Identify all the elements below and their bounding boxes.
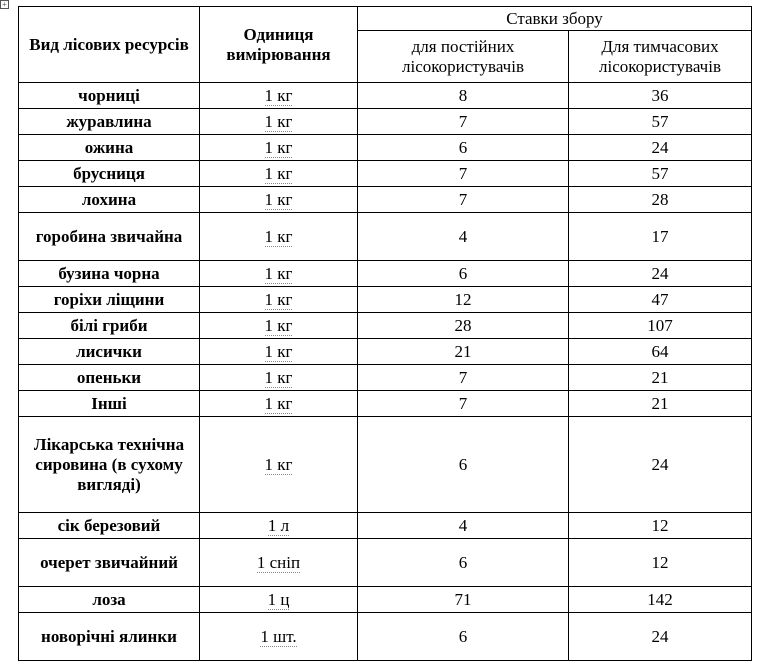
temporary-rate-cell: 64 — [569, 339, 752, 365]
temporary-rate-cell: 17 — [569, 213, 752, 261]
unit-cell — [200, 313, 358, 339]
unit-cell — [200, 187, 358, 213]
unit-label: 1 кг — [264, 289, 293, 309]
unit-label: 1 кг — [264, 315, 293, 335]
resource-name-cell: Інші — [19, 391, 200, 417]
table-row — [19, 187, 752, 213]
resource-name-cell: лоза — [19, 587, 200, 613]
temporary-rate-cell: 24 — [569, 261, 752, 287]
permanent-rate-cell: 71 — [358, 587, 569, 613]
header-resource: Вид лісових ресурсів — [19, 7, 200, 83]
permanent-rate-cell: 7 — [358, 109, 569, 135]
unit-cell — [200, 135, 358, 161]
unit-label: 1 кг — [264, 163, 293, 183]
resource-name-cell: очерет звичайний — [19, 539, 200, 587]
table-body — [19, 83, 752, 661]
resource-name-cell: журавлина — [19, 109, 200, 135]
header-rates: Ставки збору — [358, 7, 752, 31]
unit-label: 1 кг — [264, 454, 293, 474]
unit-label: 1 кг — [264, 189, 293, 209]
unit-cell — [200, 83, 358, 109]
unit-label: 1 сніп — [256, 552, 301, 572]
temporary-rate-cell: 12 — [569, 539, 752, 587]
temporary-rate-cell: 24 — [569, 135, 752, 161]
table-row — [19, 417, 752, 513]
permanent-rate-cell: 4 — [358, 213, 569, 261]
permanent-rate-cell: 28 — [358, 313, 569, 339]
permanent-rate-cell: 6 — [358, 613, 569, 661]
header-temporary: Для тимчасових лісокористувачів — [569, 31, 752, 83]
resource-name-cell: бузина чорна — [19, 261, 200, 287]
temporary-rate-cell: 107 — [569, 313, 752, 339]
resource-name-cell: горобина звичайна — [19, 213, 200, 261]
unit-label: 1 кг — [264, 341, 293, 361]
permanent-rate-cell: 7 — [358, 391, 569, 417]
resource-name-cell: брусниця — [19, 161, 200, 187]
resource-name-cell: Лікарська технічна сировина (в сухому вигляді) — [19, 417, 200, 513]
permanent-rate-cell: 8 — [358, 83, 569, 109]
permanent-rate-cell: 6 — [358, 135, 569, 161]
table-row — [19, 339, 752, 365]
resource-name-cell: білі гриби — [19, 313, 200, 339]
resource-name-cell: опеньки — [19, 365, 200, 391]
resource-name-cell: горіхи ліщини — [19, 287, 200, 313]
temporary-rate-cell: 142 — [569, 587, 752, 613]
unit-label: 1 ц — [267, 589, 290, 609]
temporary-rate-cell: 47 — [569, 287, 752, 313]
temporary-rate-cell: 36 — [569, 83, 752, 109]
unit-cell — [200, 513, 358, 539]
unit-cell — [200, 613, 358, 661]
unit-cell — [200, 161, 358, 187]
temporary-rate-cell: 28 — [569, 187, 752, 213]
resource-name-cell: чорниці — [19, 83, 200, 109]
table-row — [19, 613, 752, 661]
table-row — [19, 365, 752, 391]
table-row — [19, 109, 752, 135]
permanent-rate-cell: 7 — [358, 187, 569, 213]
permanent-rate-cell: 4 — [358, 513, 569, 539]
temporary-rate-cell: 57 — [569, 109, 752, 135]
temporary-rate-cell: 24 — [569, 613, 752, 661]
unit-cell — [200, 261, 358, 287]
unit-label: 1 кг — [264, 137, 293, 157]
permanent-rate-cell: 12 — [358, 287, 569, 313]
permanent-rate-cell: 7 — [358, 365, 569, 391]
unit-cell — [200, 109, 358, 135]
unit-label: 1 кг — [264, 367, 293, 387]
resource-name-cell: лохина — [19, 187, 200, 213]
header-permanent: для постійних лісокористувачів — [358, 31, 569, 83]
temporary-rate-cell: 21 — [569, 365, 752, 391]
resource-name-cell: сік березовий — [19, 513, 200, 539]
unit-cell — [200, 213, 358, 261]
unit-label: 1 кг — [264, 393, 293, 413]
unit-label: 1 кг — [264, 111, 293, 131]
unit-cell — [200, 365, 358, 391]
table-row — [19, 587, 752, 613]
table-move-handle-icon[interactable]: + — [0, 0, 9, 9]
permanent-rate-cell: 6 — [358, 261, 569, 287]
unit-label: 1 кг — [264, 263, 293, 283]
permanent-rate-cell: 6 — [358, 539, 569, 587]
table-row — [19, 313, 752, 339]
unit-label: 1 кг — [264, 85, 293, 105]
unit-cell — [200, 339, 358, 365]
temporary-rate-cell: 21 — [569, 391, 752, 417]
header-unit: Одиниця вимірювання — [200, 7, 358, 83]
table-row — [19, 261, 752, 287]
unit-cell — [200, 539, 358, 587]
table-row — [19, 287, 752, 313]
permanent-rate-cell: 7 — [358, 161, 569, 187]
table-row — [19, 513, 752, 539]
unit-label: 1 л — [267, 515, 290, 535]
resource-name-cell: лисички — [19, 339, 200, 365]
table-row — [19, 83, 752, 109]
temporary-rate-cell: 57 — [569, 161, 752, 187]
permanent-rate-cell: 21 — [358, 339, 569, 365]
resource-name-cell: новорічні ялинки — [19, 613, 200, 661]
resource-name-cell: ожина — [19, 135, 200, 161]
permanent-rate-cell: 6 — [358, 417, 569, 513]
unit-label: 1 кг — [264, 226, 293, 246]
unit-cell — [200, 287, 358, 313]
table-row — [19, 161, 752, 187]
unit-cell — [200, 587, 358, 613]
table-row — [19, 135, 752, 161]
temporary-rate-cell: 24 — [569, 417, 752, 513]
table-row — [19, 391, 752, 417]
unit-cell — [200, 417, 358, 513]
forest-resources-rates-table — [18, 6, 752, 661]
unit-label: 1 шт. — [260, 626, 297, 646]
table-row — [19, 539, 752, 587]
unit-cell — [200, 391, 358, 417]
table-row — [19, 213, 752, 261]
temporary-rate-cell: 12 — [569, 513, 752, 539]
